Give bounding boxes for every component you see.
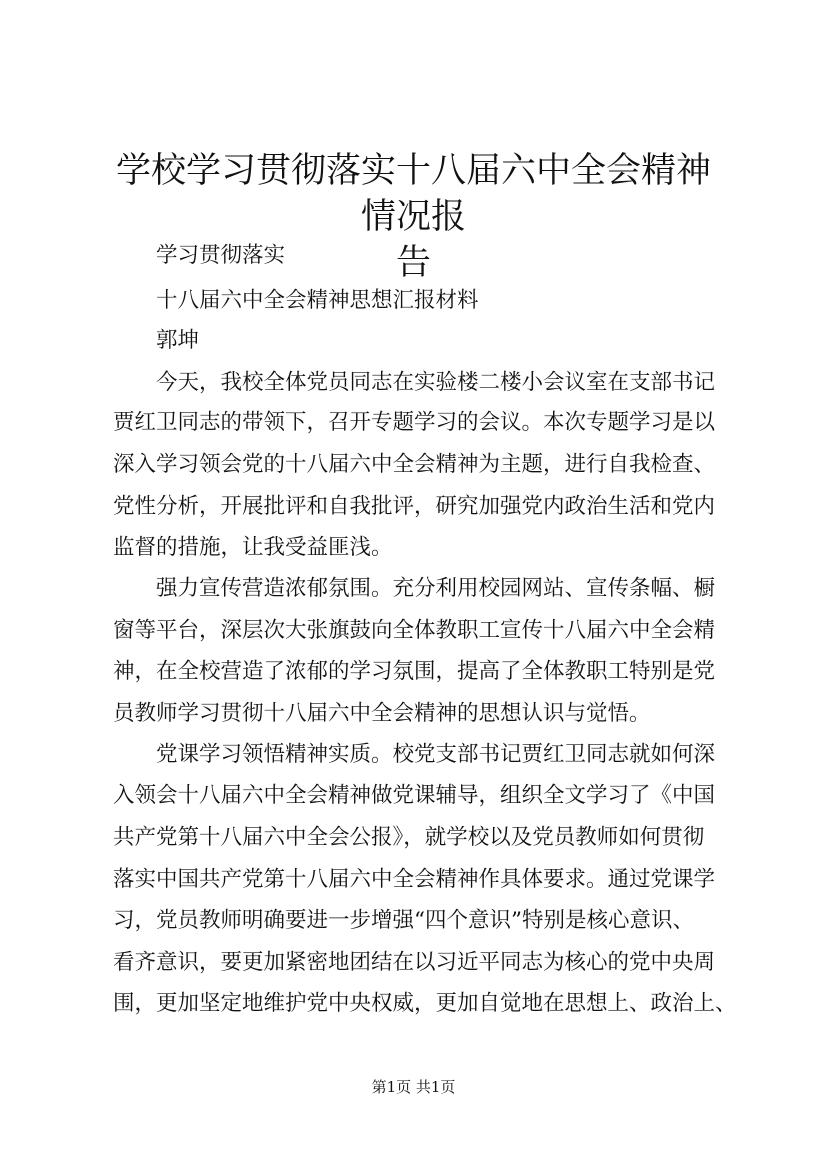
paragraph-1-line: 党性分析，开展批评和自我批评，研究加强党内政治生活和党内 [113,494,716,519]
paragraph-3-line: 围，更加坚定地维护党中央权威，更加自觉地在思想上、政治上、 [113,991,737,1016]
paragraph-3-line: 入领会十八届六中全会精神做党课辅导，组织全文学习了《中国 [113,783,716,808]
paragraph-3-line: 党课学习领悟精神实质。校党支部书记贾红卫同志就如何深 [156,742,716,767]
paragraph-2-line: 神，在全校营造了浓郁的学习氛围，提高了全体教职工特别是党 [113,659,716,684]
paragraph-3-line: 习，党员教师明确要进一步增强“四个意识”特别是核心意识、 [113,908,694,933]
paragraph-2-line: 员教师学习贯彻十八届六中全会精神的思想认识与觉悟。 [113,701,651,726]
paragraph-3-line: 看齐意识，要更加紧密地团结在以习近平同志为核心的党中央周 [113,950,716,975]
paragraph-2-line: 窗等平台，深层次大张旗鼓向全体教职工宣传十八届六中全会精 [113,618,716,643]
page-number-footer: 第1页 共1页 [371,1078,456,1096]
paragraph-1-line: 深入学习领会党的十八届六中全会精神为主题，进行自我检查、 [113,452,716,477]
paragraph-3-line: 共产党第十八届六中全会公报》，就学校以及党员教师如何贯彻 [113,825,705,850]
title-line-2: 告 [395,243,431,283]
title-line-1: 学校学习贯彻落实十八届六中全会精神情况报 [115,151,711,237]
paragraph-1-line: 今天，我校全体党员同志在实验楼二楼小会议室在支部书记 [156,370,716,395]
paragraph-1-line: 贾红卫同志的带领下，召开专题学习的会议。本次专题学习是以 [113,410,716,435]
paragraph-2-line: 强力宣传营造浓郁氛围。充分利用校园网站、宣传条幅、橱 [156,576,716,601]
paragraph-3-line: 落实中国共产党第十八届六中全会精神作具体要求。通过党课学 [113,867,716,892]
paragraph-1-line: 监督的措施，让我受益匪浅。 [113,535,393,560]
author-name: 郭坤 [156,328,200,353]
heading-line-study: 学习贯彻落实 [156,243,286,268]
heading-line-subject: 十八届六中全会精神思想汇报材料 [156,288,479,313]
